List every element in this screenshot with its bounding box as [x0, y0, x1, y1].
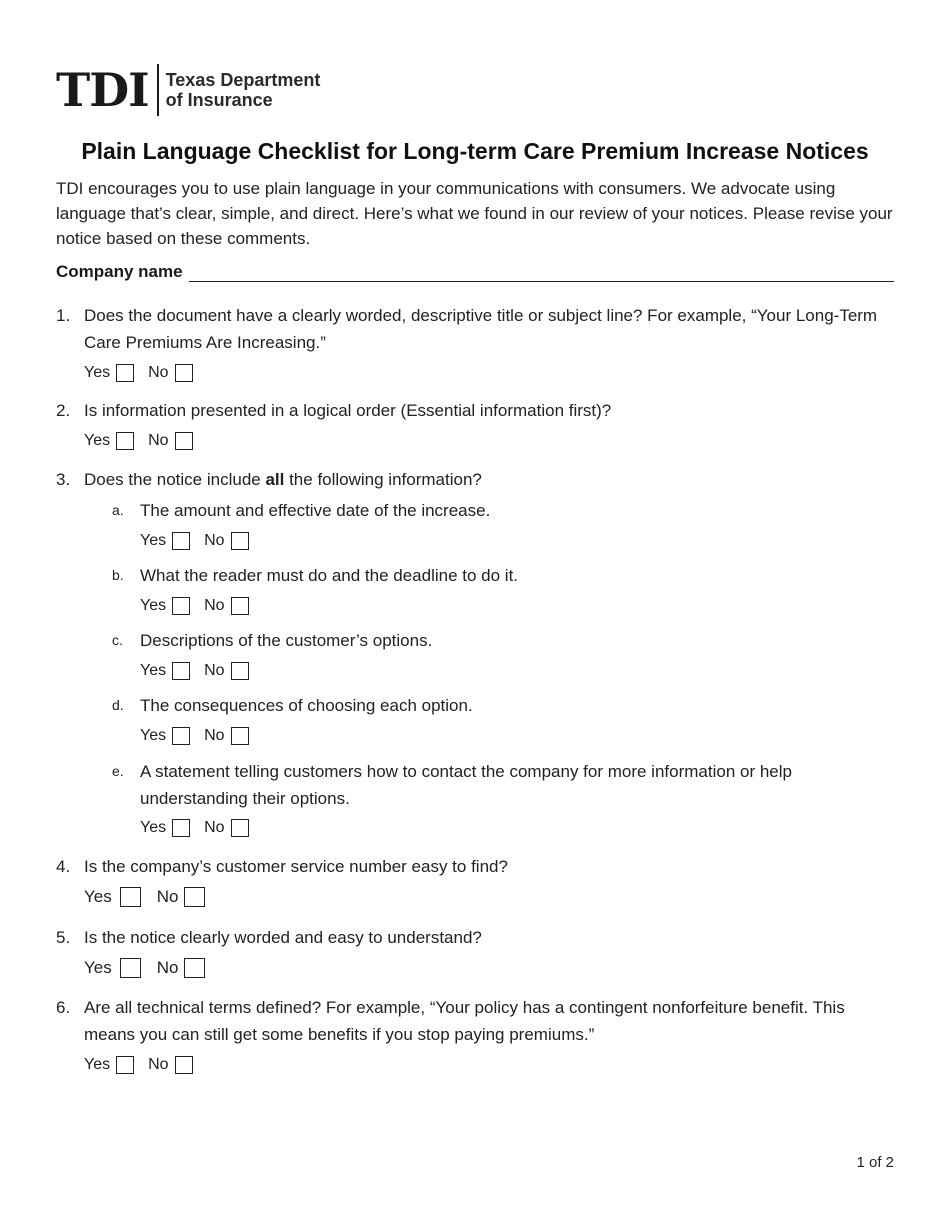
- no-label: No: [204, 819, 225, 836]
- q2-no-checkbox[interactable]: [175, 432, 193, 450]
- subquestion-text: Descriptions of the customer’s options.: [140, 631, 433, 650]
- yes-label: Yes: [84, 432, 111, 449]
- question-text-end: the following information?: [284, 470, 482, 489]
- q6-yes-checkbox[interactable]: [116, 1056, 134, 1074]
- q1-yes-checkbox[interactable]: [116, 364, 134, 382]
- no-label: No: [156, 887, 179, 906]
- q3d-answer: [140, 725, 249, 747]
- yes-label: Yes: [84, 958, 112, 977]
- page-title: Plain Language Checklist for Long-term Care Premium Increase Notices: [81, 138, 869, 164]
- q3c-yes-checkbox[interactable]: [172, 662, 190, 680]
- question-number: 1.: [56, 306, 71, 325]
- question-text: Is the company’s customer service number easy to find?: [84, 857, 508, 876]
- yes-label: Yes: [140, 597, 167, 614]
- q4-no-checkbox[interactable]: [184, 887, 205, 907]
- q3b-yes-checkbox[interactable]: [172, 597, 190, 615]
- subquestion-text: The amount and effective date of the increase.: [140, 501, 491, 520]
- subquestion-text: The consequences of choosing each option.: [140, 696, 473, 715]
- no-label: No: [156, 958, 179, 977]
- q3a-yes-checkbox[interactable]: [172, 532, 190, 550]
- question-number: 4.: [56, 857, 71, 876]
- page-number: 1 of 2: [856, 1154, 894, 1171]
- q5-no-checkbox[interactable]: [184, 958, 205, 978]
- q4-yes-checkbox[interactable]: [120, 887, 141, 907]
- no-label: No: [204, 597, 225, 614]
- q1-answer: [84, 362, 193, 384]
- question-text: [84, 466, 899, 493]
- q3a-answer: [140, 530, 249, 552]
- q3d-no-checkbox[interactable]: [231, 727, 249, 745]
- yes-label: Yes: [140, 819, 167, 836]
- q3e-answer: [140, 817, 249, 839]
- subquestion-letter: b.: [112, 567, 124, 583]
- subquestion-letter: c.: [112, 632, 123, 648]
- no-label: No: [204, 727, 225, 744]
- tdi-logo: [56, 62, 320, 118]
- q3c-answer: [140, 660, 249, 682]
- yes-label: Yes: [140, 727, 167, 744]
- question-number: 2.: [56, 401, 71, 420]
- intro-paragraph: TDI encourages you to use plain language in your communications with consumers. We advocate using language that’s clear, simple, and direct. Here’s what we found in our review of your notices. Please revise your notice based on these comments.: [56, 179, 893, 248]
- yes-label: Yes: [140, 532, 167, 549]
- company-name-field[interactable]: [189, 261, 894, 282]
- subquestion-text: What the reader must do and the deadline to do it.: [140, 566, 519, 585]
- logo-divider: [157, 64, 159, 116]
- question-number: 5.: [56, 928, 71, 947]
- subquestion-letter: e.: [112, 763, 124, 779]
- question-text-bold: all: [265, 470, 285, 489]
- q6-answer: [84, 1054, 193, 1076]
- q5-answer: [84, 957, 205, 979]
- no-label: No: [148, 364, 169, 381]
- subquestion-text: A statement telling customers how to contact the company for more information or help understanding their options.: [140, 762, 792, 808]
- q3e-no-checkbox[interactable]: [231, 819, 249, 837]
- q3b-answer: [140, 595, 249, 617]
- yes-label: Yes: [84, 364, 111, 381]
- question-text: Are all technical terms defined? For example, “Your policy has a contingent nonforfeiture benefit. This means you can still get some benefits if you stop paying premiums.”: [84, 998, 845, 1044]
- no-label: No: [204, 662, 225, 679]
- question-text: Does the document have a clearly worded, descriptive title or subject line? For example, “Your Long-Term Care Premiums Are Increasing.”: [84, 306, 878, 352]
- q3c-no-checkbox[interactable]: [231, 662, 249, 680]
- no-label: No: [204, 532, 225, 549]
- company-name-row: [56, 261, 894, 282]
- question-text-start: Does the notice include: [84, 470, 266, 489]
- subquestion-letter: d.: [112, 697, 124, 713]
- q2-yes-checkbox[interactable]: [116, 432, 134, 450]
- q1-no-checkbox[interactable]: [175, 364, 193, 382]
- no-label: No: [148, 432, 169, 449]
- q2-answer: [84, 430, 193, 452]
- logo-line-1: Texas Department: [165, 70, 321, 90]
- question-text: Is the notice clearly worded and easy to understand?: [84, 928, 482, 947]
- logo-line-2: of Insurance: [165, 90, 273, 110]
- q3e-yes-checkbox[interactable]: [172, 819, 190, 837]
- q3a-no-checkbox[interactable]: [231, 532, 249, 550]
- yes-label: Yes: [84, 1056, 111, 1073]
- yes-label: Yes: [84, 887, 112, 906]
- q3b-no-checkbox[interactable]: [231, 597, 249, 615]
- q4-answer: [84, 886, 205, 908]
- q3d-yes-checkbox[interactable]: [172, 727, 190, 745]
- no-label: No: [148, 1056, 169, 1073]
- question-text: Is information presented in a logical order (Essential information first)?: [84, 401, 612, 420]
- company-name-label: Company name: [56, 262, 183, 281]
- question-number: 6.: [56, 998, 71, 1017]
- yes-label: Yes: [140, 662, 167, 679]
- logo-text: [166, 70, 321, 110]
- q5-yes-checkbox[interactable]: [120, 958, 141, 978]
- logo-mark: TDI: [56, 63, 149, 117]
- q6-no-checkbox[interactable]: [175, 1056, 193, 1074]
- subquestion-letter: a.: [112, 502, 124, 518]
- question-number: 3.: [56, 470, 71, 489]
